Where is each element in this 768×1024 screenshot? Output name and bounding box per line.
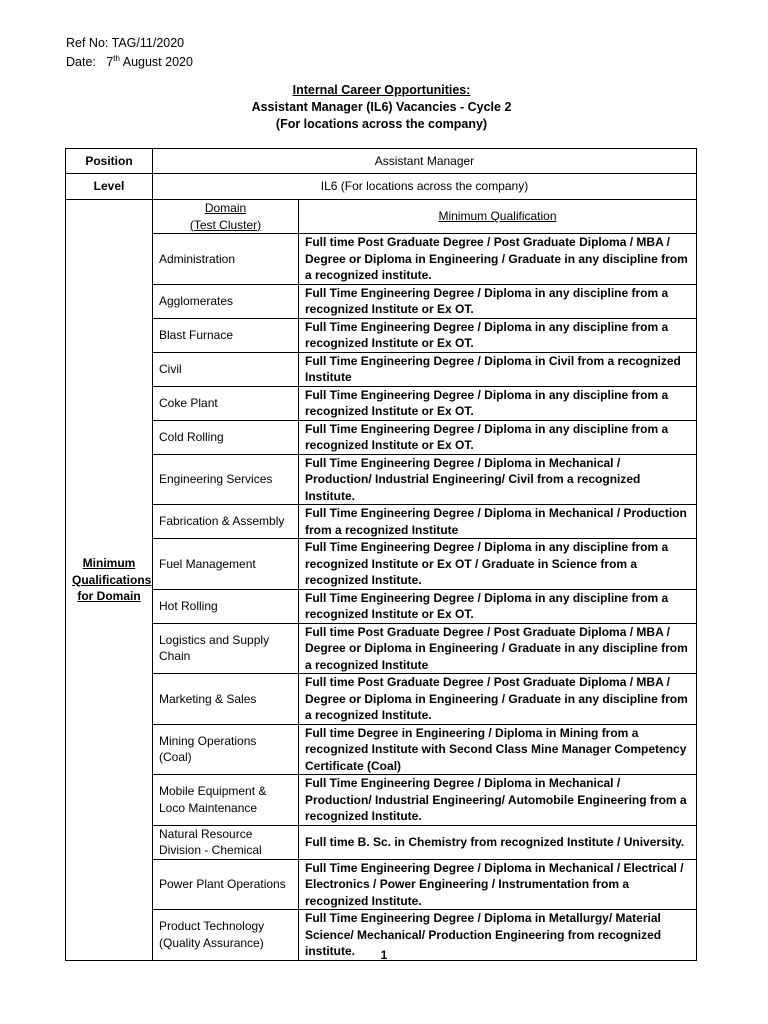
qualification-cell: Full Time Engineering Degree / Diploma in Civil from a recognized Institute	[299, 352, 697, 386]
domain-cell: Mobile Equipment & Loco Maintenance	[153, 775, 299, 826]
qualifications-table	[65, 148, 697, 961]
date-label: Date:	[66, 55, 96, 70]
table-row	[66, 775, 697, 826]
qualification-cell: Full time Post Graduate Degree / Post Graduate Diploma / MBA / Degree or Diploma in Engineering / Graduate in any discipline from a recognized Institute.	[299, 674, 697, 725]
qualification-cell: Full Time Engineering Degree / Diploma in any discipline from a recognized Institute or Ex OT.	[299, 386, 697, 420]
domain-cell: Power Plant Operations	[153, 859, 299, 910]
domain-header-line2: (Test Cluster)	[189, 217, 262, 232]
qualification-cell: Full Time Engineering Degree / Diploma in any discipline from a recognized Institute or Ex OT.	[299, 589, 697, 623]
table-row	[66, 386, 697, 420]
title-line-3: (For locations across the company)	[275, 117, 488, 131]
domain-cell: Natural Resource Division - Chemical	[153, 825, 299, 859]
domain-header-line1: Domain	[204, 201, 247, 215]
position-value: Assistant Manager	[153, 149, 697, 174]
table-row	[66, 539, 697, 590]
domain-cell: Civil	[153, 352, 299, 386]
min-qualifications-label: Minimum Qualifications for Domain	[66, 200, 153, 961]
table-row	[66, 454, 697, 505]
domain-cell: Agglomerates	[153, 284, 299, 318]
domain-cell: Fuel Management	[153, 539, 299, 590]
domain-cell: Fabrication & Assembly	[153, 505, 299, 539]
table-row	[66, 825, 697, 859]
table-row	[66, 674, 697, 725]
ref-number: Ref No: TAG/11/2020	[66, 36, 185, 50]
qualification-cell: Full Time Engineering Degree / Diploma in any discipline from a recognized Institute or Ex OT.	[299, 318, 697, 352]
qualification-cell: Full Time Engineering Degree / Diploma in Mechanical / Production/ Industrial Engineering/ Automobile Engineering from a recognized Institute.	[299, 775, 697, 826]
qualification-cell: Full time B. Sc. in Chemistry from recognized Institute / University.	[299, 825, 697, 859]
date-day: 7	[106, 55, 114, 70]
domain-cell: Coke Plant	[153, 386, 299, 420]
qualification-cell: Full Time Engineering Degree / Diploma in Mechanical / Electrical / Electronics / Power Engineering / Instrumentation from a recognized Institute.	[299, 859, 697, 910]
domain-cell: Cold Rolling	[153, 420, 299, 454]
qualification-cell: Full Time Engineering Degree / Diploma in Metallurgy/ Material Science/ Mechanical/ Production Engineering from recognized institute.	[299, 910, 697, 961]
table-row	[66, 859, 697, 910]
domain-cell: Marketing & Sales	[153, 674, 299, 725]
qualification-cell: Full time Post Graduate Degree / Post Graduate Diploma / MBA / Degree or Diploma in Engineering / Graduate in any discipline from a recognized Institute	[299, 623, 697, 674]
table-row	[66, 420, 697, 454]
document-title	[66, 82, 697, 133]
domain-cell: Engineering Services	[153, 454, 299, 505]
qualification-header: Minimum Qualification	[299, 200, 697, 234]
qualification-cell: Full Time Engineering Degree / Diploma in any discipline from a recognized Institute or Ex OT / Graduate in Science from a recognized Institute.	[299, 539, 697, 590]
date-line	[66, 51, 193, 70]
domain-cell: Hot Rolling	[153, 589, 299, 623]
table-row	[66, 284, 697, 318]
table-row	[66, 234, 697, 285]
table-row	[66, 724, 697, 775]
date-rest: August 2020	[122, 55, 193, 70]
title-line-1: Internal Career Opportunities:	[292, 83, 471, 97]
table-row	[66, 505, 697, 539]
domain-cell: Product Technology (Quality Assurance)	[153, 910, 299, 961]
qualification-cell: Full time Post Graduate Degree / Post Graduate Diploma / MBA / Degree or Diploma in Engineering / Graduate in any discipline from a recognized institute.	[299, 234, 697, 285]
qualification-cell: Full Time Engineering Degree / Diploma in any discipline from a recognized Institute or Ex OT.	[299, 284, 697, 318]
level-row	[66, 174, 697, 200]
table-row	[66, 352, 697, 386]
domain-cell: Logistics and Supply Chain	[153, 623, 299, 674]
qualification-cell: Full Time Engineering Degree / Diploma in any discipline from a recognized Institute or Ex OT.	[299, 420, 697, 454]
table-row	[66, 589, 697, 623]
domain-cell: Administration	[153, 234, 299, 285]
reference-block	[66, 35, 193, 70]
domain-cell: Mining Operations (Coal)	[153, 724, 299, 775]
page-number: 1	[380, 948, 388, 962]
position-label: Position	[66, 149, 153, 174]
domain-header-row	[66, 200, 697, 234]
title-line-2: Assistant Manager (IL6) Vacancies - Cycle 2	[251, 100, 512, 114]
level-label: Level	[66, 174, 153, 200]
table-row	[66, 318, 697, 352]
qualification-cell: Full Time Engineering Degree / Diploma in Mechanical / Production/ Industrial Engineering/ Civil from a recognized Institute.	[299, 454, 697, 505]
domain-cell: Blast Furnace	[153, 318, 299, 352]
table-row	[66, 623, 697, 674]
qualification-cell: Full Time Engineering Degree / Diploma in Mechanical / Production from a recognized Institute	[299, 505, 697, 539]
level-value: IL6 (For locations across the company)	[153, 174, 697, 200]
position-row	[66, 149, 697, 174]
qualification-cell: Full time Degree in Engineering / Diploma in Mining from a recognized Institute with Second Class Mine Manager Competency Certificate (Coal)	[299, 724, 697, 775]
domain-header	[153, 200, 299, 234]
date-suffix: th	[113, 54, 120, 63]
